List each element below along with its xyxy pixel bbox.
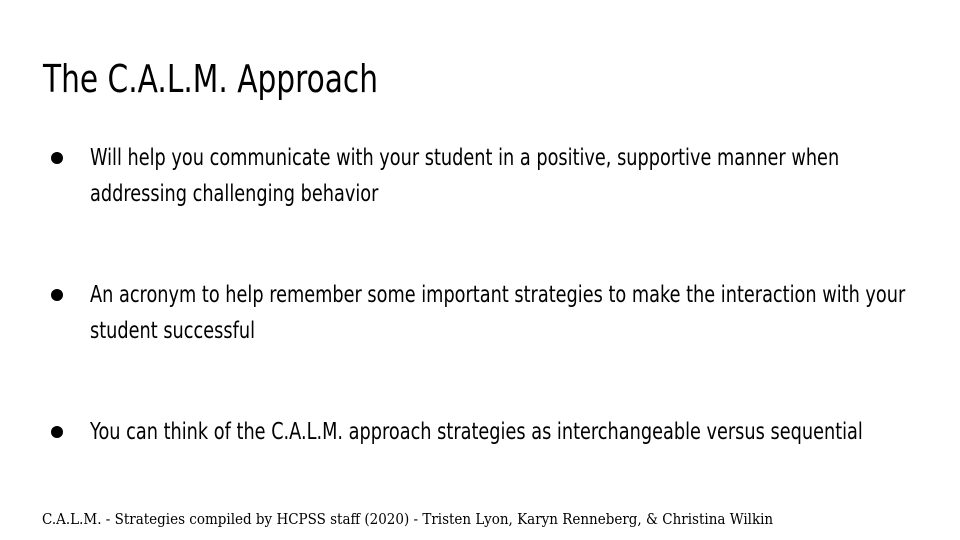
footer-credits: C.A.L.M. - Strategies compiled by HCPSS staff (2020) - Tristen Lyon, Karyn Renneberg, & Christina Wilkin [42,512,774,528]
bullet-dot-icon [51,426,63,438]
bullet-text: An acronym to help remember some important strategies to make the interaction with your student successful [90,282,906,344]
bullet-text: Will help you communicate with your student in a positive, supportive manner when addressing challenging behavior [90,145,840,207]
bullet-dot-icon [51,289,63,301]
bullet-dot-icon [51,152,63,164]
bullet-text: You can think of the C.A.L.M. approach strategies as interchangeable versus sequential [90,419,863,445]
slide-title: The C.A.L.M. Approach [43,57,379,101]
